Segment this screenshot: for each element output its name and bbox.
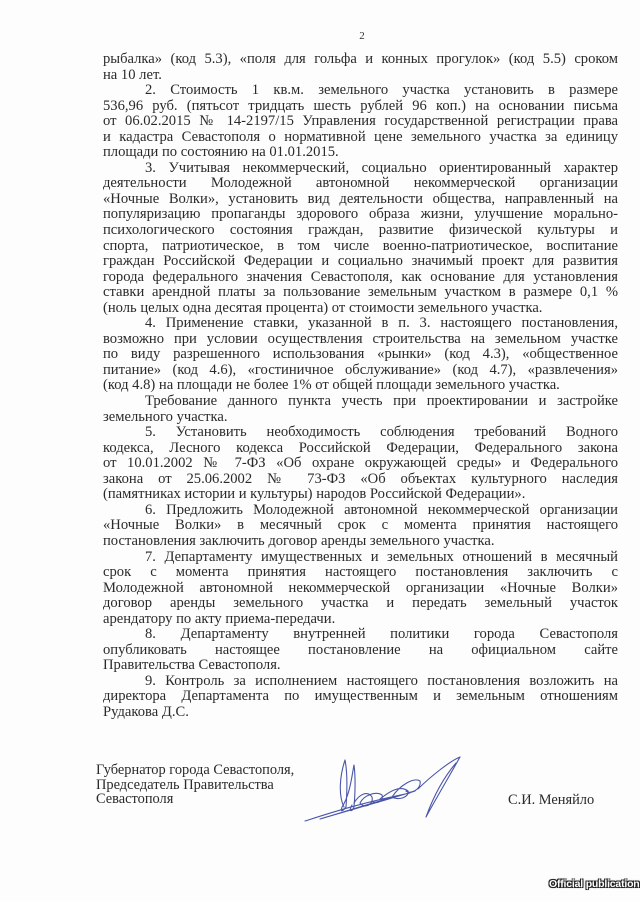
text-line: на 10 лет. <box>103 66 162 83</box>
text-line: договор аренды земельного участка и передать земельный участок <box>103 595 618 612</box>
text-line: 3. Учитывая некоммерческий, социально ориентированный характер <box>145 159 618 176</box>
signer-title-block <box>96 763 294 807</box>
text-line: деятельности Молодежной автономной некоммерческой организации <box>103 175 618 192</box>
text-line: Требование данного пункта учесть при проектировании и застройке <box>145 393 618 410</box>
text-line: арендатору по акту приема-передачи. <box>103 610 336 627</box>
text-line: спорта, патриотическое, в том числе военно-патриотическое, воспитание <box>103 237 618 254</box>
text-line: земельного участка. <box>103 408 228 425</box>
signature-stroke <box>340 760 355 811</box>
text-line: 2. Стоимость 1 кв.м. земельного участка установить в размере <box>145 82 618 99</box>
text-line: закона от 25.06.2002 № 73-ФЗ «Об объектах культурного наследия <box>103 470 618 487</box>
text-line: и кадастра Севастополя о нормативной цене земельного участка за единицу <box>103 128 618 145</box>
text-line: Правительства Севастополя. <box>103 657 281 674</box>
signer-title-line: Севастополя <box>96 791 174 808</box>
official-publication-watermark: Official publication <box>549 878 640 890</box>
text-line: (памятниках истории и культуры) народов Российской Федерации». <box>103 486 526 503</box>
text-line: постановления заключить договор аренды земельного участка. <box>103 532 495 549</box>
text-line: опубликовать настоящее постановление на официальном сайте <box>103 641 618 658</box>
text-line: по виду разрешенного использования «рынки» (код 4.3), «общественное <box>103 346 618 363</box>
text-line: 9. Контроль за исполнением настоящего постановления возложить на <box>145 672 618 689</box>
signature-stroke <box>418 757 460 817</box>
text-line: (код 4.8) на площади не более 1% от общей площади земельного участка. <box>103 377 560 394</box>
text-line: 6. Предложить Молодежной автономной некоммерческой организации <box>145 501 618 518</box>
text-line: «Ночные Волки» в месячный срок с момента принятия настоящего <box>103 517 618 534</box>
text-line: питание» (код 4.6), «гостиничное обслуживание» (код 4.7), «развлечения» <box>103 361 618 378</box>
page-number: 2 <box>359 30 365 42</box>
text-line: психологического состояния граждан, развитие физической культуры и <box>103 222 618 239</box>
signer-title-line: Губернатор города Севастополя, <box>96 762 295 778</box>
text-line: директора Департамента по имущественным и земельным отношениям <box>103 688 618 705</box>
text-line: Молодежной автономной некоммерческой организации «Ночные Волки» <box>103 579 618 596</box>
text-line: от 10.01.2002 № 7-ФЗ «Об охране окружающей среды» и Федерального <box>103 455 618 472</box>
text-line: Рудакова Д.С. <box>103 703 189 720</box>
text-line: «Ночные Волки», установить вид деятельности общества, направленный на <box>103 190 618 207</box>
signer-name: С.И. Меняйло <box>508 792 595 808</box>
text-line: срок с момента принятия настоящего постановления заключить с <box>103 564 618 581</box>
handwritten-signature <box>300 755 470 830</box>
text-line: 5. Установить необходимость соблюдения требований Водного <box>145 424 618 441</box>
text-line: площади по состоянию на 01.01.2015. <box>103 144 339 161</box>
text-line: от 06.02.2015 № 14-2197/15 Управления государственной регистрации права <box>103 113 618 130</box>
text-line: 8. Департаменту внутренней политики города Севастополя <box>145 626 618 643</box>
document-body <box>103 52 618 721</box>
text-line: 7. Департаменту имущественных и земельных отношений в месячный <box>145 548 618 565</box>
text-line: 4. Применение ставки, указанной в п. 3. настоящего постановления, <box>145 315 618 332</box>
text-line: популяризацию пропаганды здорового образа жизни, улучшение морально- <box>103 206 618 223</box>
text-line: 536,96 руб. (пятьсот тридцать шесть рублей 96 коп.) на основании письма <box>103 97 618 114</box>
text-line: кодекса, Лесного кодекса Российской Федерации, Федерального закона <box>103 439 618 456</box>
text-line: рыбалка» (код 5.3), «поля для гольфа и конных прогулок» (код 5.5) сроком <box>103 51 618 67</box>
signer-title-line: Председатель Правительства <box>96 776 274 793</box>
text-line: возможно при условии осуществления строительства на земельном участке <box>103 330 618 347</box>
text-line: (ноль целых одна десятая процента) от стоимости земельного участка. <box>103 299 543 316</box>
text-line: города федерального значения Севастополя, как основание для установления <box>103 268 618 285</box>
text-line: граждан Российской Федерации и социально значимый проект для развития <box>103 253 618 270</box>
text-line: ставки арендной платы за пользование земельным участком в размере 0,1 % <box>103 284 618 301</box>
